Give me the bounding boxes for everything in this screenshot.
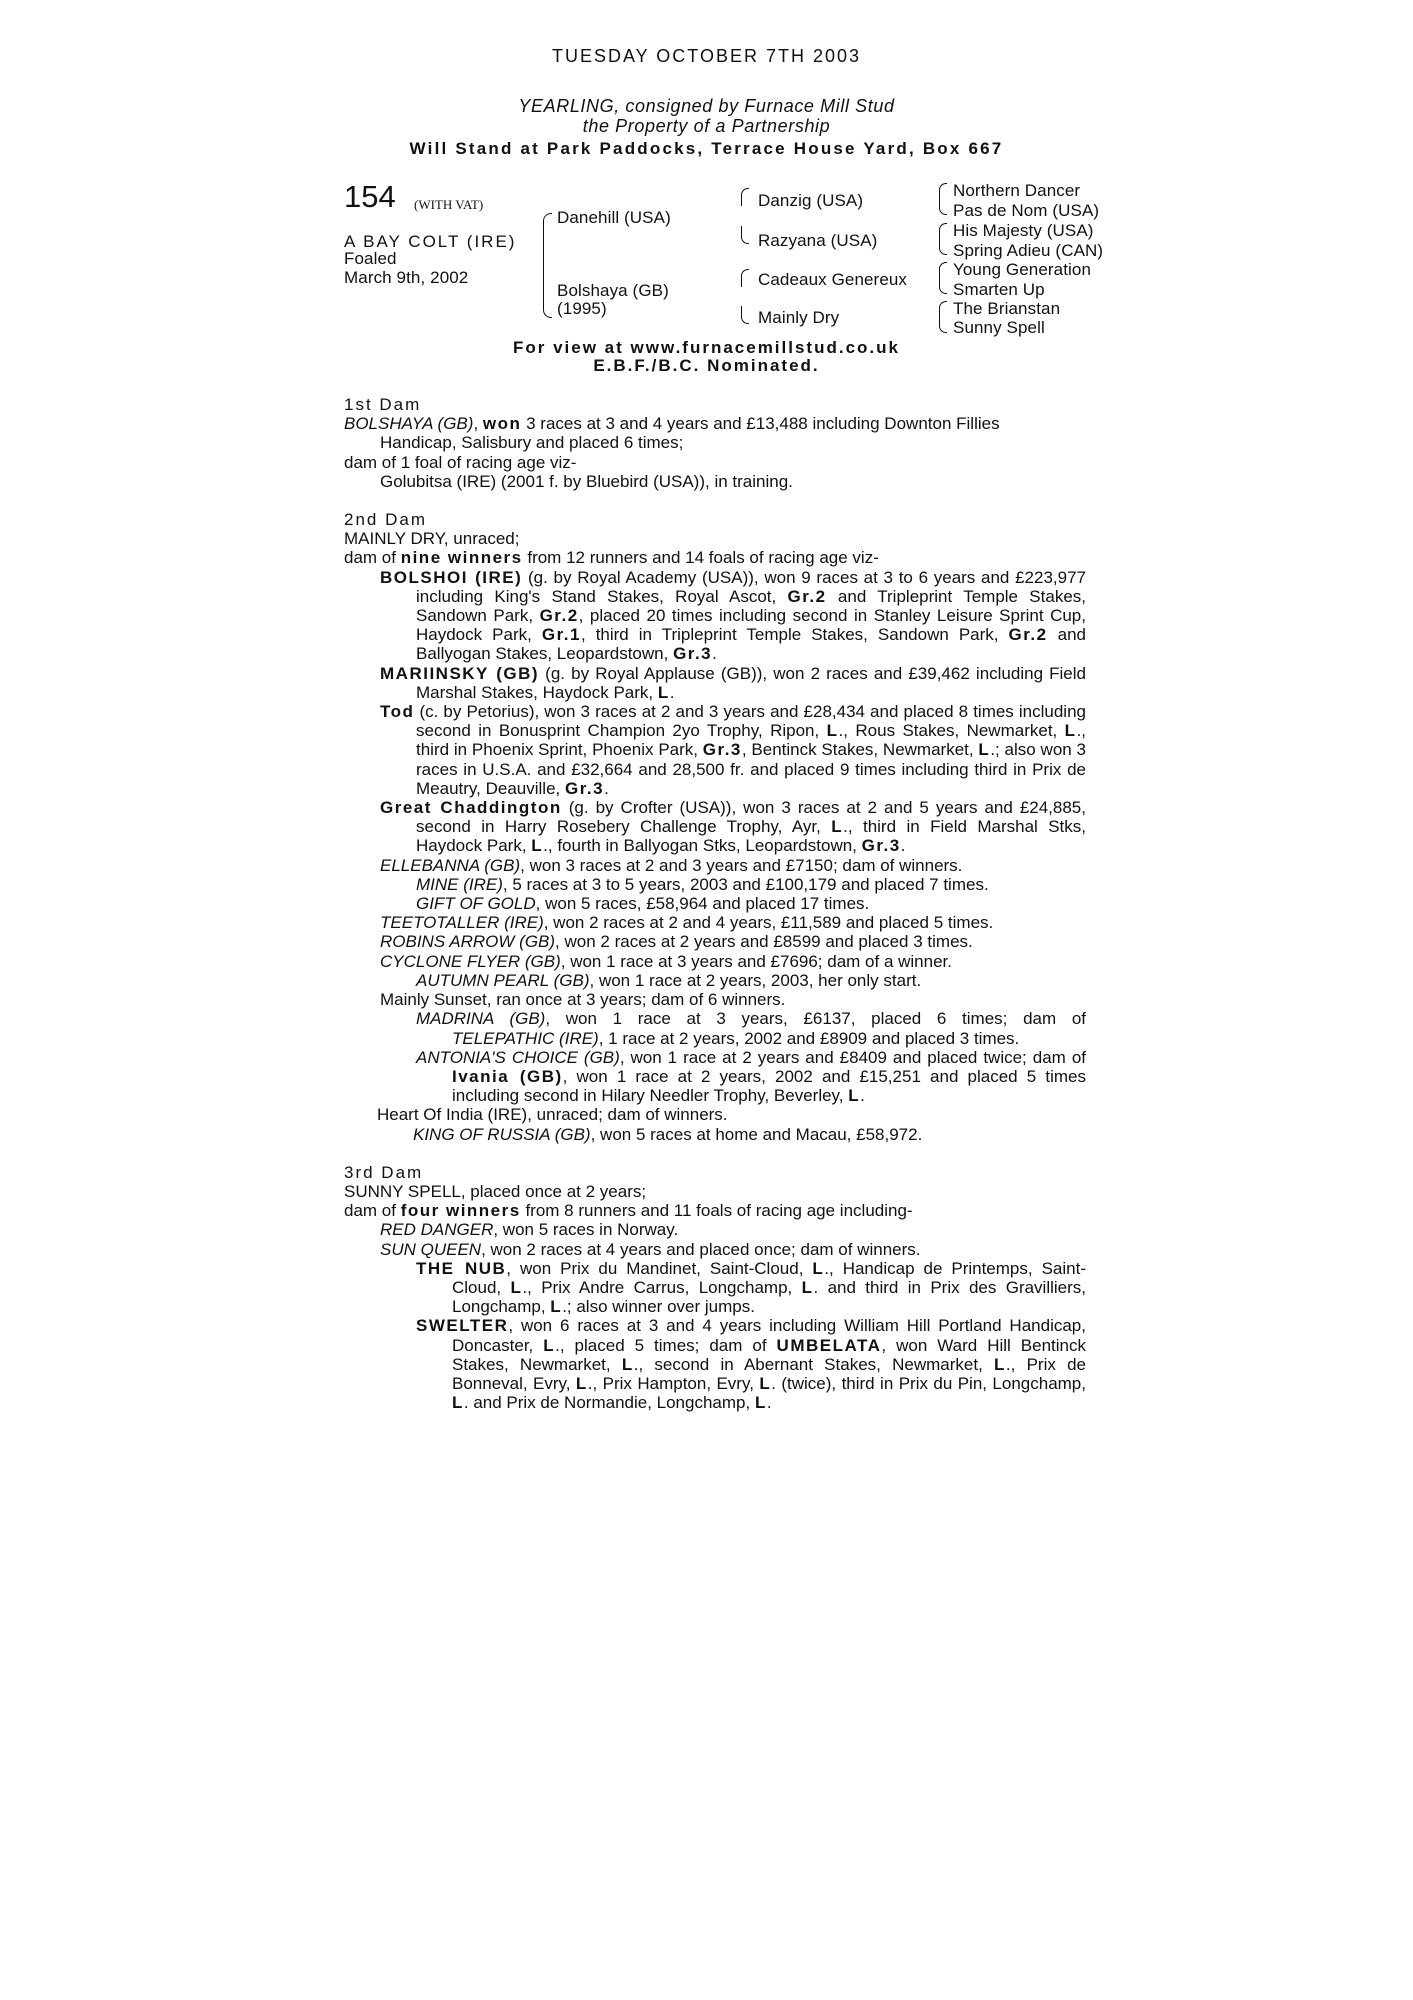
first-dam-won: won bbox=[482, 414, 522, 434]
gg-brace-2 bbox=[939, 223, 947, 255]
sale-date: TUESDAY OCTOBER 7TH 2003 bbox=[551, 46, 862, 66]
t: dam of bbox=[344, 1201, 401, 1221]
horse-name: MINE (IRE) bbox=[416, 874, 503, 894]
t: , won 1 race at 2 years, 2002 and £15,251 and placed 5 times including second in Hilary Needler Trophy, Beverley, bbox=[452, 1066, 1086, 1106]
t: (g. by Royal Academy (USA)), won 9 races at 3 to 6 years and £223,977 including King's Stand Stakes, Royal Ascot, bbox=[416, 567, 1086, 606]
listed: L bbox=[994, 1354, 1006, 1374]
horse-name: ANTONIA'S CHOICE (GB) bbox=[416, 1047, 620, 1067]
first-dam-name: BOLSHAYA (GB) bbox=[344, 414, 474, 434]
listed: L bbox=[848, 1086, 861, 1106]
grade: Gr.3 bbox=[564, 778, 605, 798]
t: and Tripleprint Temple Stakes, Sandown Park, bbox=[416, 586, 1086, 626]
mariinsky-entry bbox=[344, 664, 1086, 702]
listed: L bbox=[531, 836, 544, 856]
horse-name: AUTUMN PEARL (GB) bbox=[416, 970, 590, 990]
t: , won 3 races at 2 and 3 years and £7150; dam of winners. bbox=[520, 855, 963, 875]
grade: Gr.3 bbox=[673, 644, 713, 664]
t: , third in Tripleprint Temple Stakes, Sandown Park, bbox=[580, 625, 1009, 645]
first-dam-heading: 1st Dam bbox=[344, 395, 422, 414]
horse-name: BOLSHOI (IRE) bbox=[380, 567, 523, 587]
t: .; also won 3 races in U.S.A. and £32,664 and 28,500 fr. and placed 9 times including third in Prix de Meautry, Deauville, bbox=[416, 740, 1086, 798]
t: (g. by Royal Applause (GB)), won 2 races and £39,462 including Field Marshal Stakes, Haydock Park, bbox=[416, 663, 1086, 702]
grade: Gr.1 bbox=[541, 625, 581, 645]
lot-description: A BAY COLT (IRE) bbox=[344, 232, 517, 251]
horse-name: SUN QUEEN bbox=[380, 1239, 482, 1259]
view-line: For view at www.furnacemillstud.co.uk bbox=[513, 338, 900, 357]
t: , Bentinck Stakes, Newmarket, bbox=[741, 740, 979, 760]
robins-entry bbox=[344, 932, 1086, 951]
third-dam-intro: SUNNY SPELL, placed once at 2 years; bbox=[344, 1181, 647, 1201]
gg-3: His Majesty (USA) bbox=[953, 221, 1094, 240]
horse-name: TEETOTALLER (IRE) bbox=[380, 913, 544, 933]
gg-5: Young Generation bbox=[953, 260, 1092, 279]
first-dam-record: 3 races at 3 and 4 years and £13,488 including Downton Fillies bbox=[521, 414, 1000, 434]
first-dam-line-2: Handicap, Salisbury and placed 6 times; bbox=[380, 433, 684, 453]
t: ., Prix Hampton, Evry, bbox=[587, 1373, 760, 1393]
madrina-entry bbox=[344, 1009, 1086, 1028]
antonia-entry bbox=[344, 1048, 1086, 1106]
t: ., Prix de Bonneval, Evry, bbox=[452, 1354, 1087, 1393]
lot-number: 154 bbox=[344, 179, 396, 214]
t: , 1 race at 2 years, 2002 and £8909 and placed 3 times. bbox=[598, 1028, 1020, 1048]
t: from 8 runners and 11 foals of racing age including- bbox=[520, 1201, 913, 1221]
nominated-line: E.B.F./B.C. Nominated. bbox=[593, 356, 820, 375]
dam-year: (1995) bbox=[557, 299, 607, 318]
t: , won 2 races at 4 years and placed once; dam of winners. bbox=[481, 1239, 921, 1259]
t: (g. by Crofter (USA)), won 3 races at 2 and 5 years and £24,885, second in Harry Rosebery Challenge Trophy, Ayr, bbox=[416, 798, 1086, 837]
listed: L bbox=[831, 817, 844, 837]
sunset-entry: Mainly Sunset, ran once at 3 years; dam of 6 winners. bbox=[380, 990, 786, 1010]
horse-name: TELEPATHIC (IRE) bbox=[452, 1028, 599, 1048]
t: ., third in Field Marshal Stks, Haydock Park, bbox=[416, 817, 1086, 856]
t: . bbox=[712, 644, 717, 664]
telepathic-entry bbox=[344, 1029, 1086, 1048]
t: , won 5 races, £58,964 and placed 17 times. bbox=[535, 894, 870, 914]
listed: L bbox=[575, 1373, 588, 1393]
listed: L bbox=[657, 682, 670, 702]
horse-name: ROBINS ARROW (GB) bbox=[380, 932, 556, 952]
consignor-line: YEARLING, consigned by Furnace Mill Stud bbox=[518, 96, 895, 116]
listed: L bbox=[978, 740, 991, 760]
listed: L bbox=[543, 1335, 556, 1355]
t: ., second in Abernant Stakes, Newmarket, bbox=[633, 1354, 995, 1374]
t: . bbox=[900, 836, 906, 856]
third-dam-dam-of bbox=[344, 1201, 1086, 1220]
horse-name: CYCLONE FLYER (GB) bbox=[380, 951, 561, 971]
dam-dam-name: Mainly Dry bbox=[758, 308, 840, 327]
teetotaller-entry bbox=[344, 913, 1086, 932]
gg-brace-1 bbox=[939, 183, 947, 215]
second-dam-dam-of bbox=[344, 548, 1086, 567]
gg-1: Northern Dancer bbox=[953, 181, 1081, 200]
horse-name: Tod bbox=[380, 702, 415, 722]
sire-name: Danehill (USA) bbox=[557, 208, 671, 227]
t: . and Prix de Normandie, Longchamp, bbox=[463, 1393, 755, 1413]
listed: L bbox=[550, 1297, 563, 1317]
horse-name: MARIINSKY (GB) bbox=[380, 663, 540, 683]
listed: L bbox=[759, 1373, 772, 1393]
horse-name: UMBELATA bbox=[776, 1335, 882, 1355]
the-nub-entry bbox=[344, 1259, 1086, 1317]
t: , won Ward Hill Bentinck Stakes, Newmarket, bbox=[452, 1335, 1086, 1374]
t: .; also winner over jumps. bbox=[562, 1297, 755, 1317]
t: , 5 races at 3 to 5 years, 2003 and £100,179 and placed 7 times. bbox=[502, 874, 989, 894]
grade: Gr.3 bbox=[702, 740, 742, 760]
first-dam-line-4: Golubitsa (IRE) (2001 f. by Bluebird (USA)), in training. bbox=[380, 471, 793, 491]
t: . bbox=[669, 682, 675, 702]
t: and Ballyogan Stakes, Leopardstown, bbox=[416, 625, 1086, 664]
t: . bbox=[604, 778, 609, 798]
vat-label: (WITH VAT) bbox=[414, 197, 484, 212]
listed: L bbox=[510, 1277, 523, 1297]
second-dam-heading: 2nd Dam bbox=[344, 510, 427, 530]
horse-name: GIFT OF GOLD bbox=[416, 894, 536, 914]
t: , won 1 race at 2 years and £8409 and placed twice; dam of bbox=[619, 1047, 1086, 1067]
grade: Gr.3 bbox=[861, 836, 901, 856]
t: , won 1 race at 2 years, 2003, her only start. bbox=[589, 970, 922, 990]
listed: L bbox=[801, 1277, 814, 1297]
first-dam-line: BOLSHAYA (GB), won 3 races at 3 and 4 years and £13,488 including Downton Fillies bbox=[344, 414, 1000, 434]
gg-4: Spring Adieu (CAN) bbox=[953, 241, 1104, 260]
horse-name: RED DANGER bbox=[380, 1220, 494, 1240]
t: , won Prix du Mandinet, Saint-Cloud, bbox=[506, 1258, 813, 1278]
pedigree-brace-upper bbox=[543, 213, 552, 272]
horse-name: KING OF RUSSIA (GB) bbox=[413, 1124, 591, 1144]
ellebanna-entry bbox=[344, 856, 1086, 875]
heart-entry: Heart Of India (IRE), unraced; dam of winners. bbox=[377, 1105, 728, 1125]
property-line: the Property of a Partnership bbox=[582, 116, 831, 136]
gg-7: The Brianstan bbox=[953, 299, 1061, 318]
listed: L bbox=[1064, 721, 1077, 741]
mine-entry bbox=[344, 875, 1086, 894]
grade: Gr.2 bbox=[539, 606, 579, 626]
t: , won 1 race at 3 years, £6137, placed 6 times; dam of bbox=[545, 1009, 1086, 1029]
listed: L bbox=[812, 1258, 825, 1278]
first-dam-line-3: dam of 1 foal of racing age viz- bbox=[344, 452, 577, 472]
listed: L bbox=[621, 1354, 634, 1374]
gg-brace-3 bbox=[939, 262, 947, 294]
t: ., third in Phoenix Sprint, Phoenix Park, bbox=[416, 721, 1087, 760]
gg-2: Pas de Nom (USA) bbox=[953, 201, 1100, 220]
gift-entry bbox=[344, 894, 1086, 913]
pedigree-brace-lower bbox=[543, 271, 552, 318]
sire-brace-top bbox=[741, 188, 749, 206]
t: . (twice), third in Prix du Pin, Longchamp, bbox=[771, 1373, 1086, 1393]
t: , won 1 race at 3 years and £7696; dam of a winner. bbox=[560, 951, 952, 971]
horse-name: ELLEBANNA (GB) bbox=[380, 855, 521, 875]
t: , won 6 races at 3 and 4 years including William Hill Portland Handicap, Doncaster, bbox=[452, 1316, 1086, 1355]
foaled-date: March 9th, 2002 bbox=[344, 268, 469, 287]
t: , won 5 races in Norway. bbox=[493, 1220, 679, 1240]
tod-entry bbox=[344, 702, 1086, 798]
horse-name: THE NUB bbox=[416, 1258, 507, 1278]
t: from 12 runners and 14 foals of racing age viz- bbox=[522, 548, 879, 568]
swelter-entry bbox=[344, 1316, 1086, 1412]
t: , won 2 races at 2 years and £8599 and placed 3 times. bbox=[555, 932, 973, 952]
listed: L bbox=[452, 1393, 464, 1413]
autumn-entry bbox=[344, 971, 1086, 990]
grade: Gr.2 bbox=[787, 586, 827, 606]
t: , won 2 races at 2 and 4 years, £11,589 and placed 5 times. bbox=[543, 913, 994, 933]
t: . bbox=[766, 1393, 772, 1413]
produce-record bbox=[344, 395, 1086, 1412]
winners-count: four winners bbox=[400, 1201, 521, 1221]
great-chaddington-entry bbox=[344, 798, 1086, 856]
horse-name: MADRINA (GB) bbox=[416, 1009, 546, 1029]
t: ., Rous Stakes, Newmarket, bbox=[838, 721, 1065, 741]
horse-name: Ivania (GB) bbox=[452, 1066, 563, 1086]
t: (c. by Petorius), won 3 races at 2 and 3 years and £28,434 and placed 8 times including second in Bonusprint Champion 2yo Trophy, Ripon, bbox=[414, 702, 1086, 741]
dam-brace-top bbox=[741, 269, 749, 287]
grade: Gr.2 bbox=[1008, 625, 1048, 645]
sire-sire-name: Danzig (USA) bbox=[758, 191, 864, 210]
t: ., Handicap de Printemps, Saint-Cloud, bbox=[452, 1258, 1086, 1297]
bolshoi-entry bbox=[344, 568, 1086, 664]
cyclone-entry bbox=[344, 952, 1086, 971]
sire-brace-bottom bbox=[741, 226, 749, 244]
horse-name: SWELTER bbox=[416, 1316, 509, 1336]
gg-8: Sunny Spell bbox=[953, 318, 1045, 337]
dam-name: Bolshaya (GB) bbox=[557, 281, 669, 300]
t: . and third in Prix des Gravilliers, Longchamp, bbox=[452, 1277, 1087, 1317]
t: . bbox=[860, 1086, 865, 1106]
sire-dam-name: Razyana (USA) bbox=[758, 231, 878, 250]
t: , placed 20 times including second in Stanley Leisure Sprint Cup, Haydock Park, bbox=[416, 606, 1086, 645]
horse-name: Great Chaddington bbox=[380, 798, 562, 818]
third-dam-heading: 3rd Dam bbox=[344, 1162, 424, 1182]
t: ., Prix Andre Carrus, Longchamp, bbox=[522, 1277, 802, 1297]
king-entry bbox=[344, 1125, 1086, 1144]
gg-6: Smarten Up bbox=[953, 280, 1045, 299]
sun-queen-entry bbox=[344, 1240, 1086, 1259]
t: dam of bbox=[344, 548, 401, 568]
second-dam-intro: MAINLY DRY, unraced; bbox=[344, 529, 520, 549]
dam-sire-name: Cadeaux Genereux bbox=[758, 270, 908, 289]
listed: L bbox=[754, 1393, 767, 1413]
gg-brace-4 bbox=[939, 301, 947, 333]
winners-count: nine winners bbox=[400, 548, 523, 568]
red-danger-entry bbox=[344, 1220, 1086, 1239]
foaled-label: Foaled bbox=[344, 249, 397, 268]
t: ., placed 5 times; dam of bbox=[555, 1335, 777, 1355]
stand-line: Will Stand at Park Paddocks, Terrace House Yard, Box 667 bbox=[409, 139, 1004, 158]
dam-brace-bottom bbox=[741, 306, 749, 324]
t: , won 5 races at home and Macau, £58,972. bbox=[590, 1124, 923, 1144]
listed: L bbox=[826, 721, 839, 741]
t: ., fourth in Ballyogan Stks, Leopardstown, bbox=[543, 836, 862, 856]
